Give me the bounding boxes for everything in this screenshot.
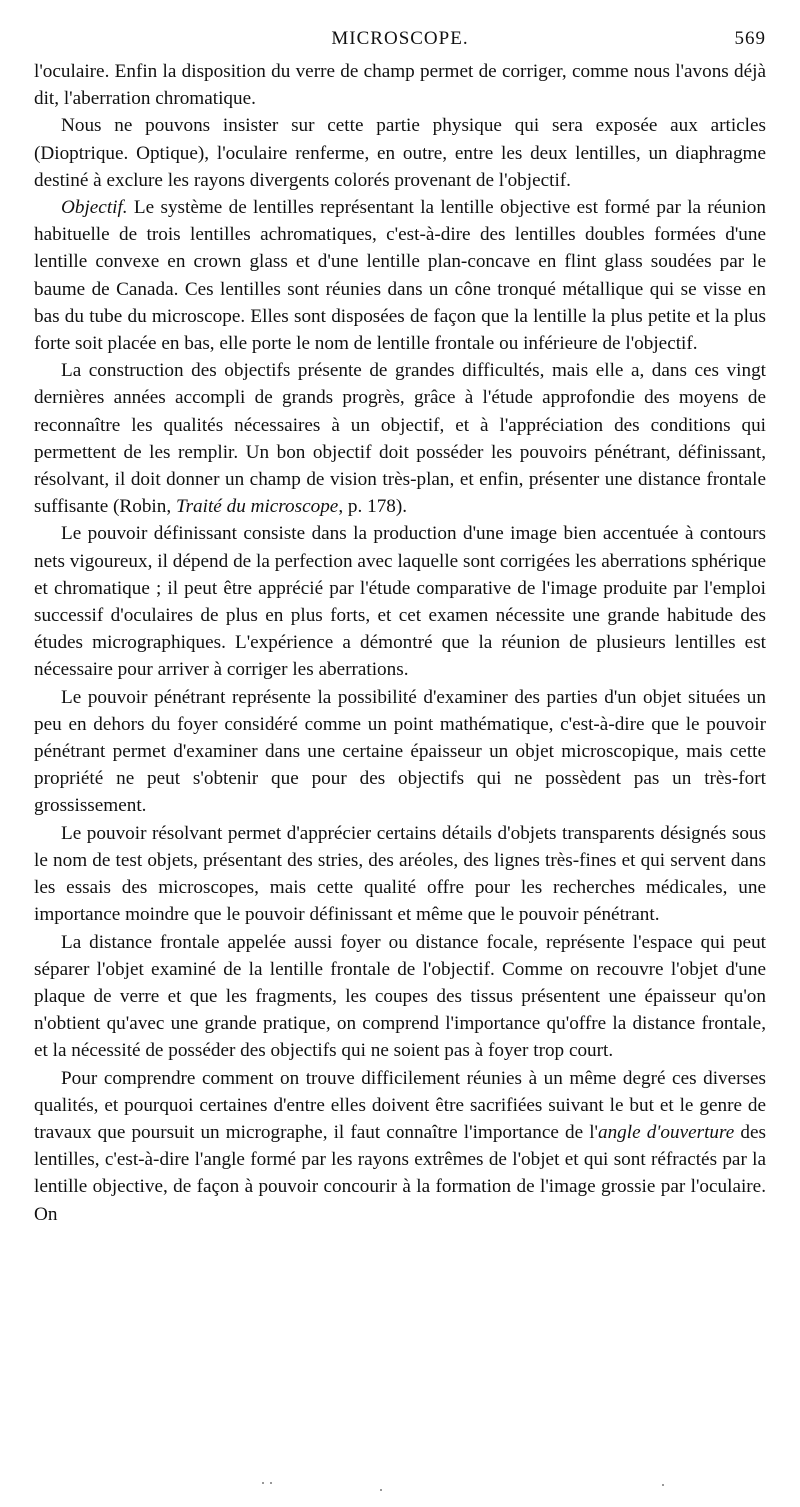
scan-speck	[380, 1489, 382, 1491]
page-number: 569	[734, 28, 766, 49]
paragraph	[34, 112, 766, 194]
paragraph-text: Nous ne pouvons insister sur cette partie physique qui sera exposée aux articles (Dioptrique. Optique), l'oculaire renferme, en outre, entre les deux lentilles, un diaphragme destiné à exclure les rayons divergents colorés provenant de l'objectif.	[34, 115, 766, 191]
paragraph-text: Pour comprendre comment on trouve difficilement réunies à un même degré ces diverses qualités, et pourquoi certaines d'entre elles doivent être sacrifiées suivant le but et le genre de travaux que poursuit un micrographe, il faut connaître l'importance de l'	[34, 1067, 766, 1143]
paragraph	[34, 357, 766, 520]
paragraph-text: Le système de lentilles représentant la lentille objective est formé par la réunion habituelle de trois lentilles achromatiques, c'est-à-dire des lentilles doubles formées d'une lentille convexe en crown glass et d'une lentille plan-concave en flint glass soudées par le baume de Canada. Ces lentilles sont réunies dans un cône tronqué métallique qui se visse en bas du tube du microscope. Elles sont disposées de façon que la lentille la plus petite et la plus forte soit placée en bas, elle porte le nom de lentille frontale ou inférieure de l'objectif.	[34, 197, 766, 355]
paragraph	[34, 58, 766, 112]
paragraph-text: des lentilles, c'est-à-dire l'angle formé par les rayons extrêmes de l'objet et qui sont réfractés par la lentille objective, de façon à pouvoir concourir à la formation de l'image grossie par l'oculaire. On	[34, 1121, 766, 1225]
paragraph	[34, 820, 766, 929]
italic-text: Objectif.	[61, 197, 128, 219]
paragraph	[34, 684, 766, 820]
scan-speck	[662, 1484, 664, 1486]
paragraph	[34, 1065, 766, 1228]
paragraph-text: l'oculaire. Enfin la disposition du verre de champ permet de corriger, comme nous l'avons déjà dit, l'aberration chromatique.	[34, 61, 766, 110]
italic-text: Traité du microscope	[175, 496, 339, 518]
paragraph	[34, 929, 766, 1065]
paragraph-text: La distance frontale appelée aussi foyer ou distance focale, représente l'espace qui peut séparer l'objet examiné de la lentille frontale de l'objectif. Comme on recouvre l'objet d'une plaque de verre et que les fragments, les coupes des tissus présentent une épaisseur qu'on n'obtient qu'avec une grande pratique, on comprend l'importance qu'offre la distance frontale, et la nécessité de posséder des objectifs qui ne soient pas à foyer trop court.	[34, 931, 766, 1062]
running-title: MICROSCOPE.	[331, 28, 469, 49]
scan-speck	[262, 1482, 264, 1484]
paragraph-text: , p. 178).	[338, 496, 408, 518]
paragraph-text: Le pouvoir définissant consiste dans la production d'une image bien accentuée à contours nets vigoureux, il dépend de la perfection avec laquelle sont corrigées les aberrations sphérique et chromatique ; il peut être apprécié par l'étude comparative de l'image produite par l'emploi successif d'oculaires de plus en plus forts, et cet examen nécessite une grande habitude des études micrographiques. L'expérience a démontré que la réunion de plusieurs lentilles est nécessaire pour arriver à corriger les aberrations.	[34, 523, 766, 681]
paragraph-text: Le pouvoir pénétrant représente la possibilité d'examiner des parties d'un objet situées un peu en dehors du foyer considéré comme un point mathématique, c'est-à-dire que le pouvoir pénétrant permet d'examiner dans une certaine épaisseur un objet microscopique, mais cette propriété ne peut s'obtenir que pour des objectifs qui ne possèdent pas un très-fort grossissement.	[34, 686, 766, 817]
paragraph-text: La construction des objectifs présente de grandes difficultés, mais elle a, dans ces vingt dernières années accompli de grands progrès, grâce à l'étude approfondie des moyens de reconnaître les qualités nécessaires à un objectif, et à l'appréciation des conditions qui permettent de les remplir. Un bon objectif doit posséder les pouvoirs pénétrant, définissant, résolvant, il doit donner un champ de vision très-plan, et enfin, présenter une distance frontale suffisante (Robin,	[34, 360, 766, 518]
paragraph	[34, 194, 766, 357]
page-header	[34, 28, 766, 58]
paragraph-text: Le pouvoir résolvant permet d'apprécier certains détails d'objets transparents désignés sous le nom de test objets, présentant des stries, des aréoles, des lignes très-fines et qui servent dans les essais des microscopes, mais cette qualité offre pour les recherches médicales, une importance moindre que le pouvoir définissant et même que le pouvoir pénétrant.	[34, 822, 766, 926]
scan-speck	[270, 1482, 272, 1484]
document-page	[34, 28, 766, 1228]
italic-text: angle d'ouverture	[597, 1121, 735, 1143]
body-text	[34, 58, 766, 1228]
paragraph	[34, 520, 766, 683]
